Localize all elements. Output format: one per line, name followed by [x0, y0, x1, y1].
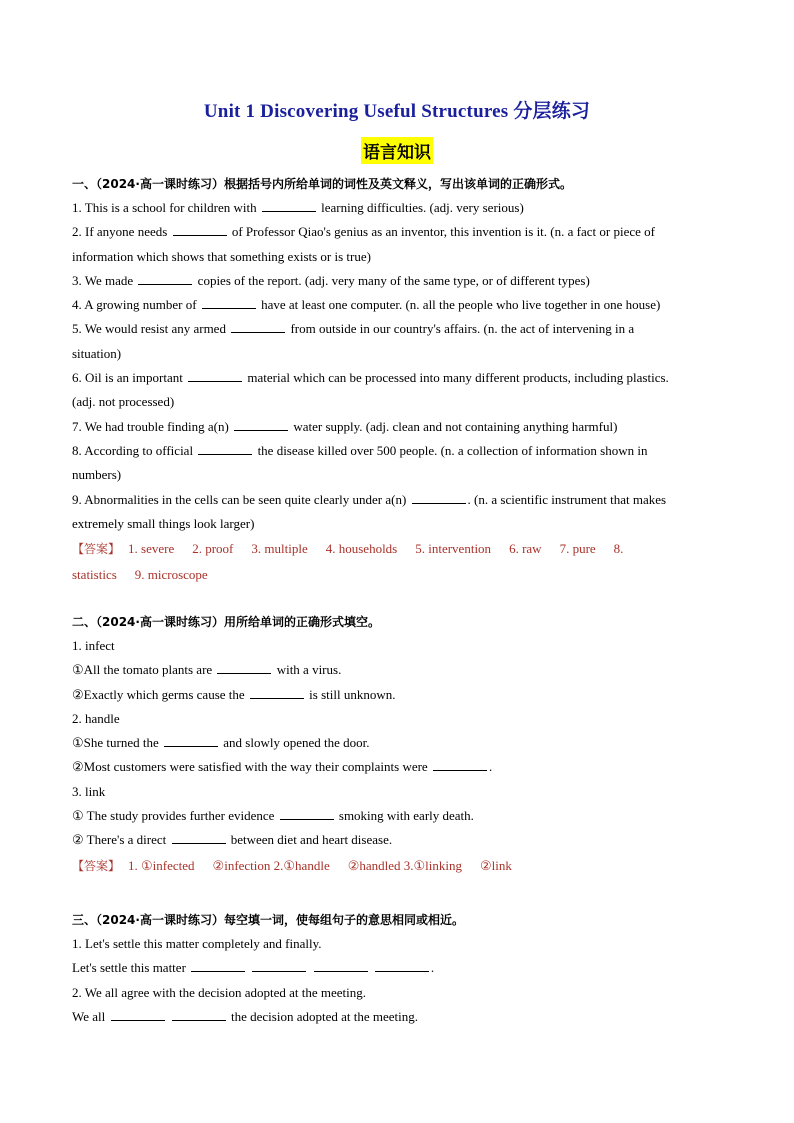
section-3-line — [72, 956, 722, 980]
section-2 — [72, 610, 722, 879]
line-text: (adj. not processed) — [72, 394, 175, 410]
section-1-line — [72, 390, 722, 414]
section-3-heading: 三、（2024·高一课时练习）每空填一词，使每组句子的意思相同或相近。 — [72, 913, 464, 927]
answer-blank[interactable] — [191, 959, 245, 972]
line-text: 4. A growing number of — [72, 297, 197, 313]
section-1-line — [72, 293, 722, 317]
section-2-heading: 二、（2024·高一课时练习）用所给单词的正确形式填空。 — [72, 615, 380, 629]
section-3-line — [72, 1005, 722, 1029]
answer-item: 7. pure — [559, 541, 596, 557]
answer-blank[interactable] — [234, 418, 288, 431]
answer-blank[interactable] — [164, 734, 218, 747]
answer-item: 5. intervention — [415, 541, 492, 557]
line-text: . (n. a scientific instrument that makes — [467, 491, 667, 507]
answer-tag: 【答案】 — [72, 858, 121, 873]
section-1-line — [72, 415, 722, 439]
section-2-line — [72, 658, 722, 682]
section-3-line — [72, 981, 722, 1005]
answer-item: ②link — [480, 857, 512, 873]
answer-blank[interactable] — [188, 369, 242, 382]
line-text: is still unknown. — [309, 686, 396, 702]
section-1-questions — [72, 196, 722, 536]
section-2-line — [72, 683, 722, 707]
answer-blank[interactable] — [412, 491, 466, 504]
section-2-line — [72, 755, 722, 779]
section-1-line — [72, 463, 722, 487]
section-2-line — [72, 828, 722, 852]
section-1-line — [72, 269, 722, 293]
section-1-line — [72, 439, 722, 463]
section-2-answer-line — [68, 853, 722, 879]
line-text: material which can be processed into many different products, including plastics. — [247, 370, 669, 386]
line-text: ②Exactly which germs cause the — [72, 686, 245, 702]
line-text: ① The study provides further evidence — [72, 808, 275, 824]
line-text: ②Most customers were satisfied with the way their complaints were — [72, 759, 428, 775]
section-1-answer-line-1 — [68, 536, 722, 562]
answer-blank[interactable] — [198, 442, 252, 455]
section-3-line — [72, 932, 722, 956]
answer-blank[interactable] — [252, 959, 306, 972]
section-subtitle: 语言知识 — [361, 137, 433, 164]
line-text: from outside in our country's affairs. (n. the act of intervening in a — [290, 321, 635, 337]
answer-blank[interactable] — [202, 296, 256, 309]
line-text: the decision adopted at the meeting. — [231, 1008, 418, 1024]
line-text: We all — [72, 1008, 106, 1024]
answer-item: 4. households — [325, 541, 398, 557]
line-text: 3. We made — [72, 272, 134, 288]
answer-item: 3. multiple — [251, 541, 308, 557]
section-2-line — [72, 707, 722, 731]
section-1-line — [72, 196, 722, 220]
line-text: smoking with early death. — [338, 808, 474, 824]
section-1-answer-line-2 — [72, 562, 722, 588]
section-1-line — [72, 317, 722, 341]
answer-blank[interactable] — [250, 686, 304, 699]
answer-blank[interactable] — [262, 199, 316, 212]
line-text: 5. We would resist any armed — [72, 321, 226, 337]
line-text: 2. We all agree with the decision adopted at the meeting. — [72, 984, 367, 1000]
line-text: numbers) — [72, 467, 122, 483]
line-text: 1. infect — [72, 638, 115, 653]
section-1-line — [72, 488, 722, 512]
section-1-line — [72, 512, 722, 536]
line-text: between diet and heart disease. — [230, 832, 393, 848]
answer-blank[interactable] — [173, 223, 227, 236]
answer-item: 1. ①infected — [128, 857, 195, 873]
answer-blank[interactable] — [433, 758, 487, 771]
section-2-questions — [72, 634, 722, 853]
line-text: 7. We had trouble finding a(n) — [72, 418, 229, 434]
line-text: information which shows that something exists or is true) — [72, 248, 371, 264]
line-text: with a virus. — [276, 662, 342, 678]
line-text: ①She turned the — [72, 735, 159, 751]
answer-item: ②infection 2.①handle — [212, 857, 330, 873]
section-1-heading: 一、（2024·高一课时练习）根据括号内所给单词的词性及英文释义，写出该单词的正确形式。 — [72, 177, 572, 191]
page-title: Unit 1 Discovering Useful Structures 分层练习 — [203, 101, 591, 122]
answer-blank[interactable] — [138, 272, 192, 285]
line-text: . — [488, 759, 493, 775]
section-2-line — [72, 731, 722, 755]
section-1-line — [72, 220, 722, 244]
line-text: 2. handle — [72, 710, 120, 726]
section-1-line — [72, 245, 722, 269]
line-text: the disease killed over 500 people. (n. a collection of information shown in — [257, 442, 648, 458]
section-2-line — [72, 634, 722, 658]
answer-blank[interactable] — [314, 959, 368, 972]
line-text: ①All the tomato plants are — [72, 662, 213, 678]
section-3 — [72, 908, 722, 1029]
line-text: extremely small things look larger) — [72, 515, 255, 531]
answer-blank[interactable] — [172, 831, 226, 844]
line-text: 1. Let's settle this matter completely and finally. — [72, 936, 322, 951]
line-text: 3. link — [72, 783, 106, 799]
answer-blank[interactable] — [375, 959, 429, 972]
line-text: of Professor Qiao's genius as an inventor, this invention is it. (n. a fact or piece of — [231, 224, 655, 240]
line-text: have at least one computer. (n. all the people who live together in one house) — [261, 297, 661, 313]
answer-blank[interactable] — [280, 807, 334, 820]
line-text: copies of the report. (adj. very many of the same type, or of different types) — [197, 272, 590, 288]
line-text: situation) — [72, 345, 122, 361]
answer-item: 8. — [613, 541, 624, 557]
answer-blank[interactable] — [111, 1008, 165, 1021]
section-2-line — [72, 780, 722, 804]
line-text: water supply. (adj. clean and not containing anything harmful) — [293, 418, 618, 434]
line-text: 1. This is a school for children with — [72, 200, 257, 215]
answer-item: statistics — [72, 567, 117, 583]
section-1 — [72, 172, 722, 588]
subtitle-wrap — [0, 137, 794, 164]
answer-blank[interactable] — [231, 320, 285, 333]
answer-item: 1. severe — [128, 541, 175, 557]
line-text: 2. If anyone needs — [72, 224, 168, 240]
line-text: 6. Oil is an important — [72, 370, 183, 386]
answer-blank[interactable] — [217, 661, 271, 674]
line-text: learning difficulties. (adj. very serious) — [321, 200, 524, 215]
line-text: Let's settle this matter — [72, 960, 186, 976]
line-text: 8. According to official — [72, 442, 194, 458]
line-text: and slowly opened the door. — [223, 735, 370, 751]
answer-item: 6. raw — [509, 541, 542, 557]
line-text: . — [430, 960, 435, 976]
answer-blank[interactable] — [172, 1008, 226, 1021]
answer-tag: 【答案】 — [72, 542, 121, 557]
section-1-line — [72, 342, 722, 366]
answer-item: ②handled 3.①linking — [347, 857, 463, 873]
section-3-questions — [72, 932, 722, 1029]
answer-item: 2. proof — [192, 541, 234, 557]
line-text: ② There's a direct — [72, 832, 167, 848]
section-2-line — [72, 804, 722, 828]
section-1-line — [72, 366, 722, 390]
line-text: 9. Abnormalities in the cells can be seen quite clearly under a(n) — [72, 491, 407, 507]
answer-item: 9. microscope — [134, 567, 208, 583]
